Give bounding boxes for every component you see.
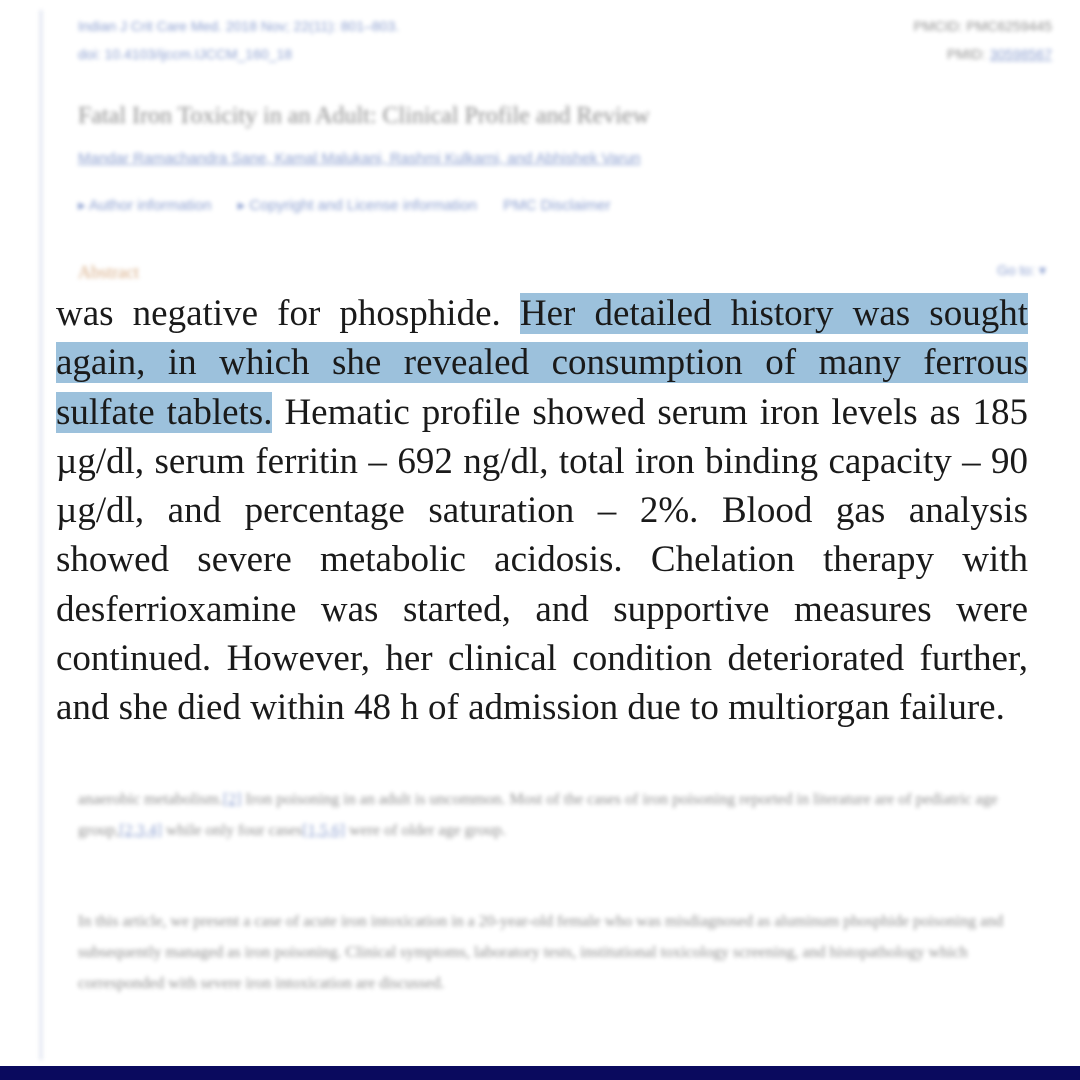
excerpt-text-after: Hematic profile showed serum iron levels as 185 µg/dl, serum ferritin – 692 ng/dl, total iron binding capacity – 90 µg/dl, and percentage saturation – 2%. Blood gas analysis showed severe metabolic acidosis. Chelation therapy with desferrioxamine was started, and supportive measures were continued. However, her clinical condition deteriorated further, and she died within 48 h of admission due to multiorgan failure.	[56, 391, 1028, 729]
article-ids	[913, 12, 1052, 68]
author-information-link[interactable]: ▸ Author information	[78, 197, 212, 214]
article-title: Fatal Iron Toxicity in an Adult: Clinical Profile and Review	[78, 103, 650, 129]
highlighted-sentence: Her detailed history was sought again, in which she revealed consumption of many ferrous sulfate tablets.	[56, 293, 1028, 433]
sidebar-rule	[40, 10, 42, 1060]
reference-link[interactable]: [2,3,4]	[119, 822, 162, 839]
paragraph-text: while only four cases	[161, 822, 303, 839]
meta-links	[78, 196, 633, 214]
pmid-link[interactable]: 30598567	[989, 46, 1052, 62]
goto-menu[interactable]: Go to: ▾	[996, 262, 1046, 278]
journal-citation[interactable]: Indian J Crit Care Med. 2018 Nov; 22(11): 801–803.	[78, 18, 400, 34]
paragraph-text: Iron poisoning in an adult is uncommon. Most of the cases of iron poisoning reported in literature are of pediatric age group,	[78, 791, 998, 839]
background-paragraph-1	[78, 784, 1038, 846]
citation-block	[78, 12, 399, 68]
pmc-disclaimer-link[interactable]: PMC Disclaimer	[503, 197, 611, 214]
doi-link[interactable]: 10.4103/ijccm.IJCCM_160_18	[104, 46, 293, 62]
pmcid: PMCID: PMC6259445	[913, 18, 1052, 34]
highlighted-excerpt	[56, 289, 1028, 733]
reference-link[interactable]: [1,5,6]	[302, 822, 346, 839]
doi-prefix: doi:	[78, 46, 105, 62]
pmid-label: PMID:	[946, 46, 990, 62]
abstract-heading: Abstract	[78, 262, 139, 282]
copyright-license-link[interactable]: ▸ Copyright and License information	[237, 197, 477, 214]
reference-link[interactable]: [2]	[222, 791, 242, 808]
paragraph-text: anaerobic metabolism.	[78, 791, 223, 808]
bottom-bar	[0, 1066, 1080, 1080]
excerpt-text-before: was negative for phosphide.	[56, 293, 520, 334]
background-paragraph-2: In this article, we present a case of acute iron intoxication in a 20-year-old female who was misdiagnosed as aluminum phosphide poisoning and subsequently managed as iron poisoning. Clinical symptoms, laboratory tests, institutional toxicology screening, and histopathology which corresponded with severe iron intoxication are discussed.	[78, 913, 1004, 992]
paragraph-text: were of older age group.	[345, 822, 506, 839]
author-list[interactable]: Mandar Ramachandra Sane, Kamal Malukani, Rashmi Kulkarni, and Abhishek Varun	[78, 150, 641, 167]
